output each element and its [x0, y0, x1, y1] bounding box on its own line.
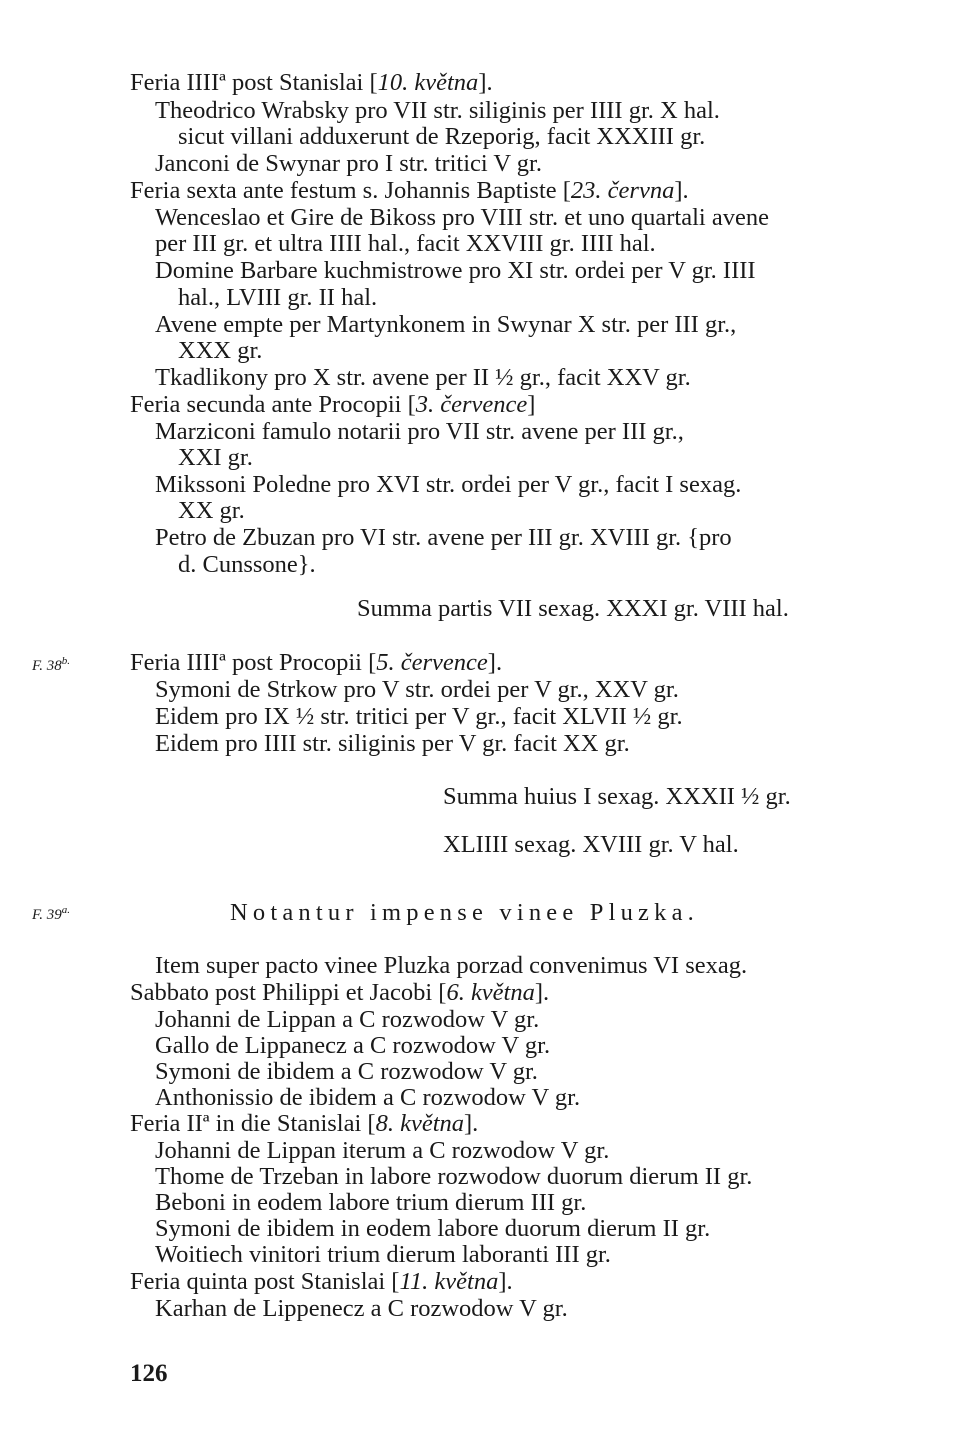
- text-line: Tkadlikony pro X str. avene per II ½ gr., facit XXV gr.: [155, 364, 691, 391]
- text-line: Feria IIª in die Stanislai [8. května].: [130, 1110, 479, 1137]
- text-line: Marziconi famulo notarii pro VII str. avene per III gr.,: [155, 418, 684, 445]
- text-line: Janconi de Swynar pro I str. tritici V gr.: [155, 150, 542, 177]
- text-line: per III gr. et ultra IIII hal., facit XXVIII gr. IIII hal.: [155, 230, 656, 257]
- text-line: Petro de Zbuzan pro VI str. avene per III gr. XVIII gr. {pro: [155, 524, 732, 551]
- section-heading: Notantur impense vinee Pluzka.: [230, 899, 699, 926]
- text-line: Avene empte per Martynkonem in Swynar X str. per III gr.,: [155, 311, 737, 338]
- folio-reference: F. $39^{a.}$: [32, 904, 70, 923]
- folio-reference: F. $38^{b.}$: [32, 655, 70, 674]
- text-line: Feria IIIIª post Procopii [5. července].: [130, 649, 503, 676]
- text-line: Thome de Trzeban in labore rozwodow duorum dierum II gr.: [155, 1163, 753, 1190]
- text-line: Karhan de Lippenecz a C rozwodow V gr.: [155, 1295, 568, 1322]
- text-line: Beboni in eodem labore trium dierum III gr.: [155, 1189, 587, 1216]
- text-line: Feria quinta post Stanislai [11. května].: [130, 1268, 513, 1295]
- text-line: hal., LVIII gr. II hal.: [178, 284, 378, 311]
- text-line: Woitiech vinitori trium dierum laboranti III gr.: [155, 1241, 611, 1268]
- text-line: Eidem pro IX ½ str. tritici per V gr., facit XLVII ½ gr.: [155, 703, 683, 730]
- text-line: Johanni de Lippan iterum a C rozwodow V gr.: [155, 1137, 610, 1164]
- sum-line: Summa huius I sexag. XXXII ½ gr.: [443, 783, 791, 810]
- text-line: Wenceslao et Gire de Bikoss pro VIII str. et uno quartali avene: [155, 204, 769, 231]
- text-line: XX gr.: [178, 497, 245, 524]
- text-line: Theodrico Wrabsky pro VII str. siliginis per IIII gr. X hal.: [155, 97, 720, 124]
- text-line: Feria secunda ante Procopii [3. července]: [130, 391, 536, 418]
- text-line: Item super pacto vinee Pluzka porzad convenimus VI sexag.: [155, 952, 748, 979]
- text-line: Feria sexta ante festum s. Johannis Baptiste [23. června].: [130, 177, 689, 204]
- text-line: Symoni de ibidem a C rozwodow V gr.: [155, 1058, 538, 1085]
- text-line: Feria IIIIª post Stanislai [10. května].: [130, 69, 493, 96]
- text-line: Symoni de Strkow pro V str. ordei per V gr., XXV gr.: [155, 676, 679, 703]
- text-line: Sabbato post Philippi et Jacobi [6. května].: [130, 979, 550, 1006]
- text-line: Eidem pro IIII str. siliginis per V gr. facit XX gr.: [155, 730, 630, 757]
- text-line: Symoni de ibidem in eodem labore duorum dierum II gr.: [155, 1215, 711, 1242]
- text-line: Gallo de Lippanecz a C rozwodow V gr.: [155, 1032, 551, 1059]
- text-line: d. Cunssone}.: [178, 551, 316, 578]
- text-line: Johanni de Lippan a C rozwodow V gr.: [155, 1006, 540, 1033]
- text-line: Mikssoni Poledne pro XVI str. ordei per V gr., facit I sexag.: [155, 471, 742, 498]
- text-line: sicut villani adduxerunt de Rzeporig, facit XXXIII gr.: [178, 123, 706, 150]
- sum-line: XLIIII sexag. XVIII gr. V hal.: [443, 831, 739, 858]
- text-line: XXX gr.: [178, 337, 263, 364]
- page-number: 126: [130, 1360, 168, 1387]
- sum-line: Summa partis VII sexag. XXXI gr. VIII hal.: [357, 595, 789, 622]
- text-line: XXI gr.: [178, 444, 253, 471]
- text-line: Domine Barbare kuchmistrowe pro XI str. ordei per V gr. IIII: [155, 257, 756, 284]
- text-line: Anthonissio de ibidem a C rozwodow V gr.: [155, 1084, 581, 1111]
